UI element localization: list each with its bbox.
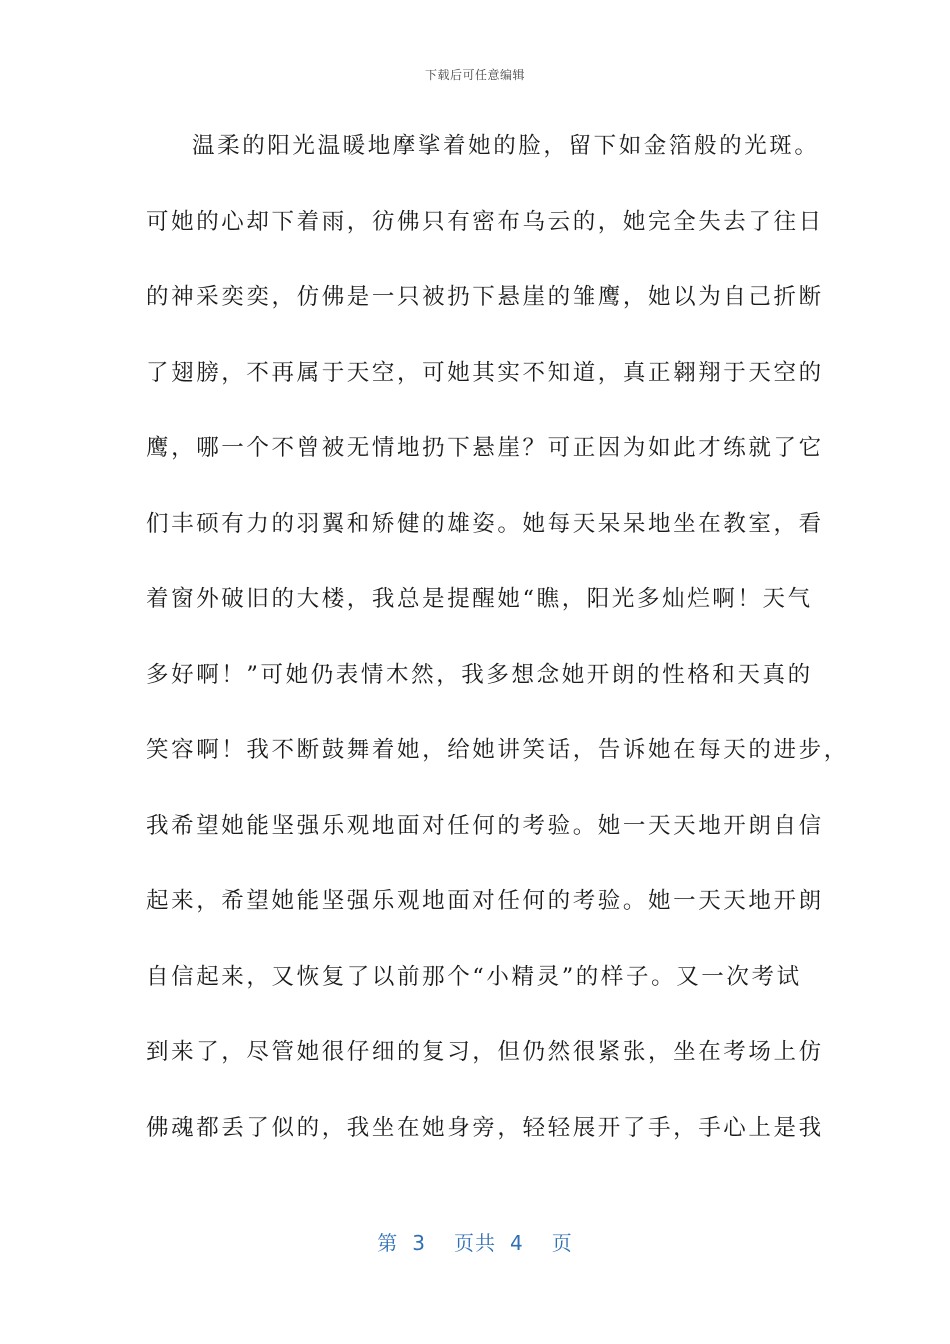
page-header: 下载后可任意编辑 bbox=[424, 68, 525, 82]
text-line: 多好啊！”可她仍表情木然，我多想念她开朗的性格和天真的 bbox=[146, 661, 813, 688]
text-line: 着窗外破旧的大楼，我总是提醒她“瞧，阳光多灿烂啊！天气 bbox=[146, 586, 813, 612]
page-prefix: 第 bbox=[377, 1231, 399, 1255]
text-line: 我希望她能坚强乐观地面对任何的考验。她一天天地开朗自信 bbox=[146, 812, 824, 839]
page-suffix: 页 bbox=[551, 1231, 573, 1255]
body-text bbox=[146, 124, 849, 1181]
text-line: 们丰硕有力的羽翼和矫健的雄姿。她每天呆呆地坐在教室，看 bbox=[146, 510, 824, 537]
text-line: 可她的心却下着雨，彷佛只有密布乌云的，她完全失去了往日 bbox=[146, 208, 824, 235]
text-line: 佛魂都丢了似的，我坐在她身旁，轻轻展开了手，手心上是我 bbox=[146, 1114, 824, 1141]
page-middle: 页共 bbox=[454, 1231, 496, 1255]
current-page-number: 3 bbox=[412, 1231, 426, 1255]
text-line: 自信起来，又恢复了以前那个“小精灵”的样子。又一次考试 bbox=[146, 963, 802, 990]
total-pages-number: 4 bbox=[510, 1231, 524, 1255]
text-line: 温柔的阳光温暖地摩挲着她的脸，留下如金箔般的光斑。 bbox=[192, 133, 820, 159]
page-footer bbox=[0, 1227, 950, 1256]
text-line: 起来，希望她能坚强乐观地面对任何的考验。她一天天地开朗 bbox=[146, 888, 824, 914]
text-line: 到来了，尽管她很仔细的复习，但仍然很紧张，坐在考场上仿 bbox=[146, 1039, 824, 1065]
text-line: 笑容啊！我不断鼓舞着她，给她讲笑话，告诉她在每天的进步， bbox=[146, 737, 849, 763]
text-line: 了翅膀，不再属于天空，可她其实不知道，真正翱翔于天空的 bbox=[146, 359, 824, 386]
text-line: 的神采奕奕，仿佛是一只被扔下悬崖的雏鹰，她以为自己折断 bbox=[146, 284, 824, 310]
text-line: 鹰，哪一个不曾被无情地扔下悬崖？可正因为如此才练就了它 bbox=[146, 435, 824, 461]
